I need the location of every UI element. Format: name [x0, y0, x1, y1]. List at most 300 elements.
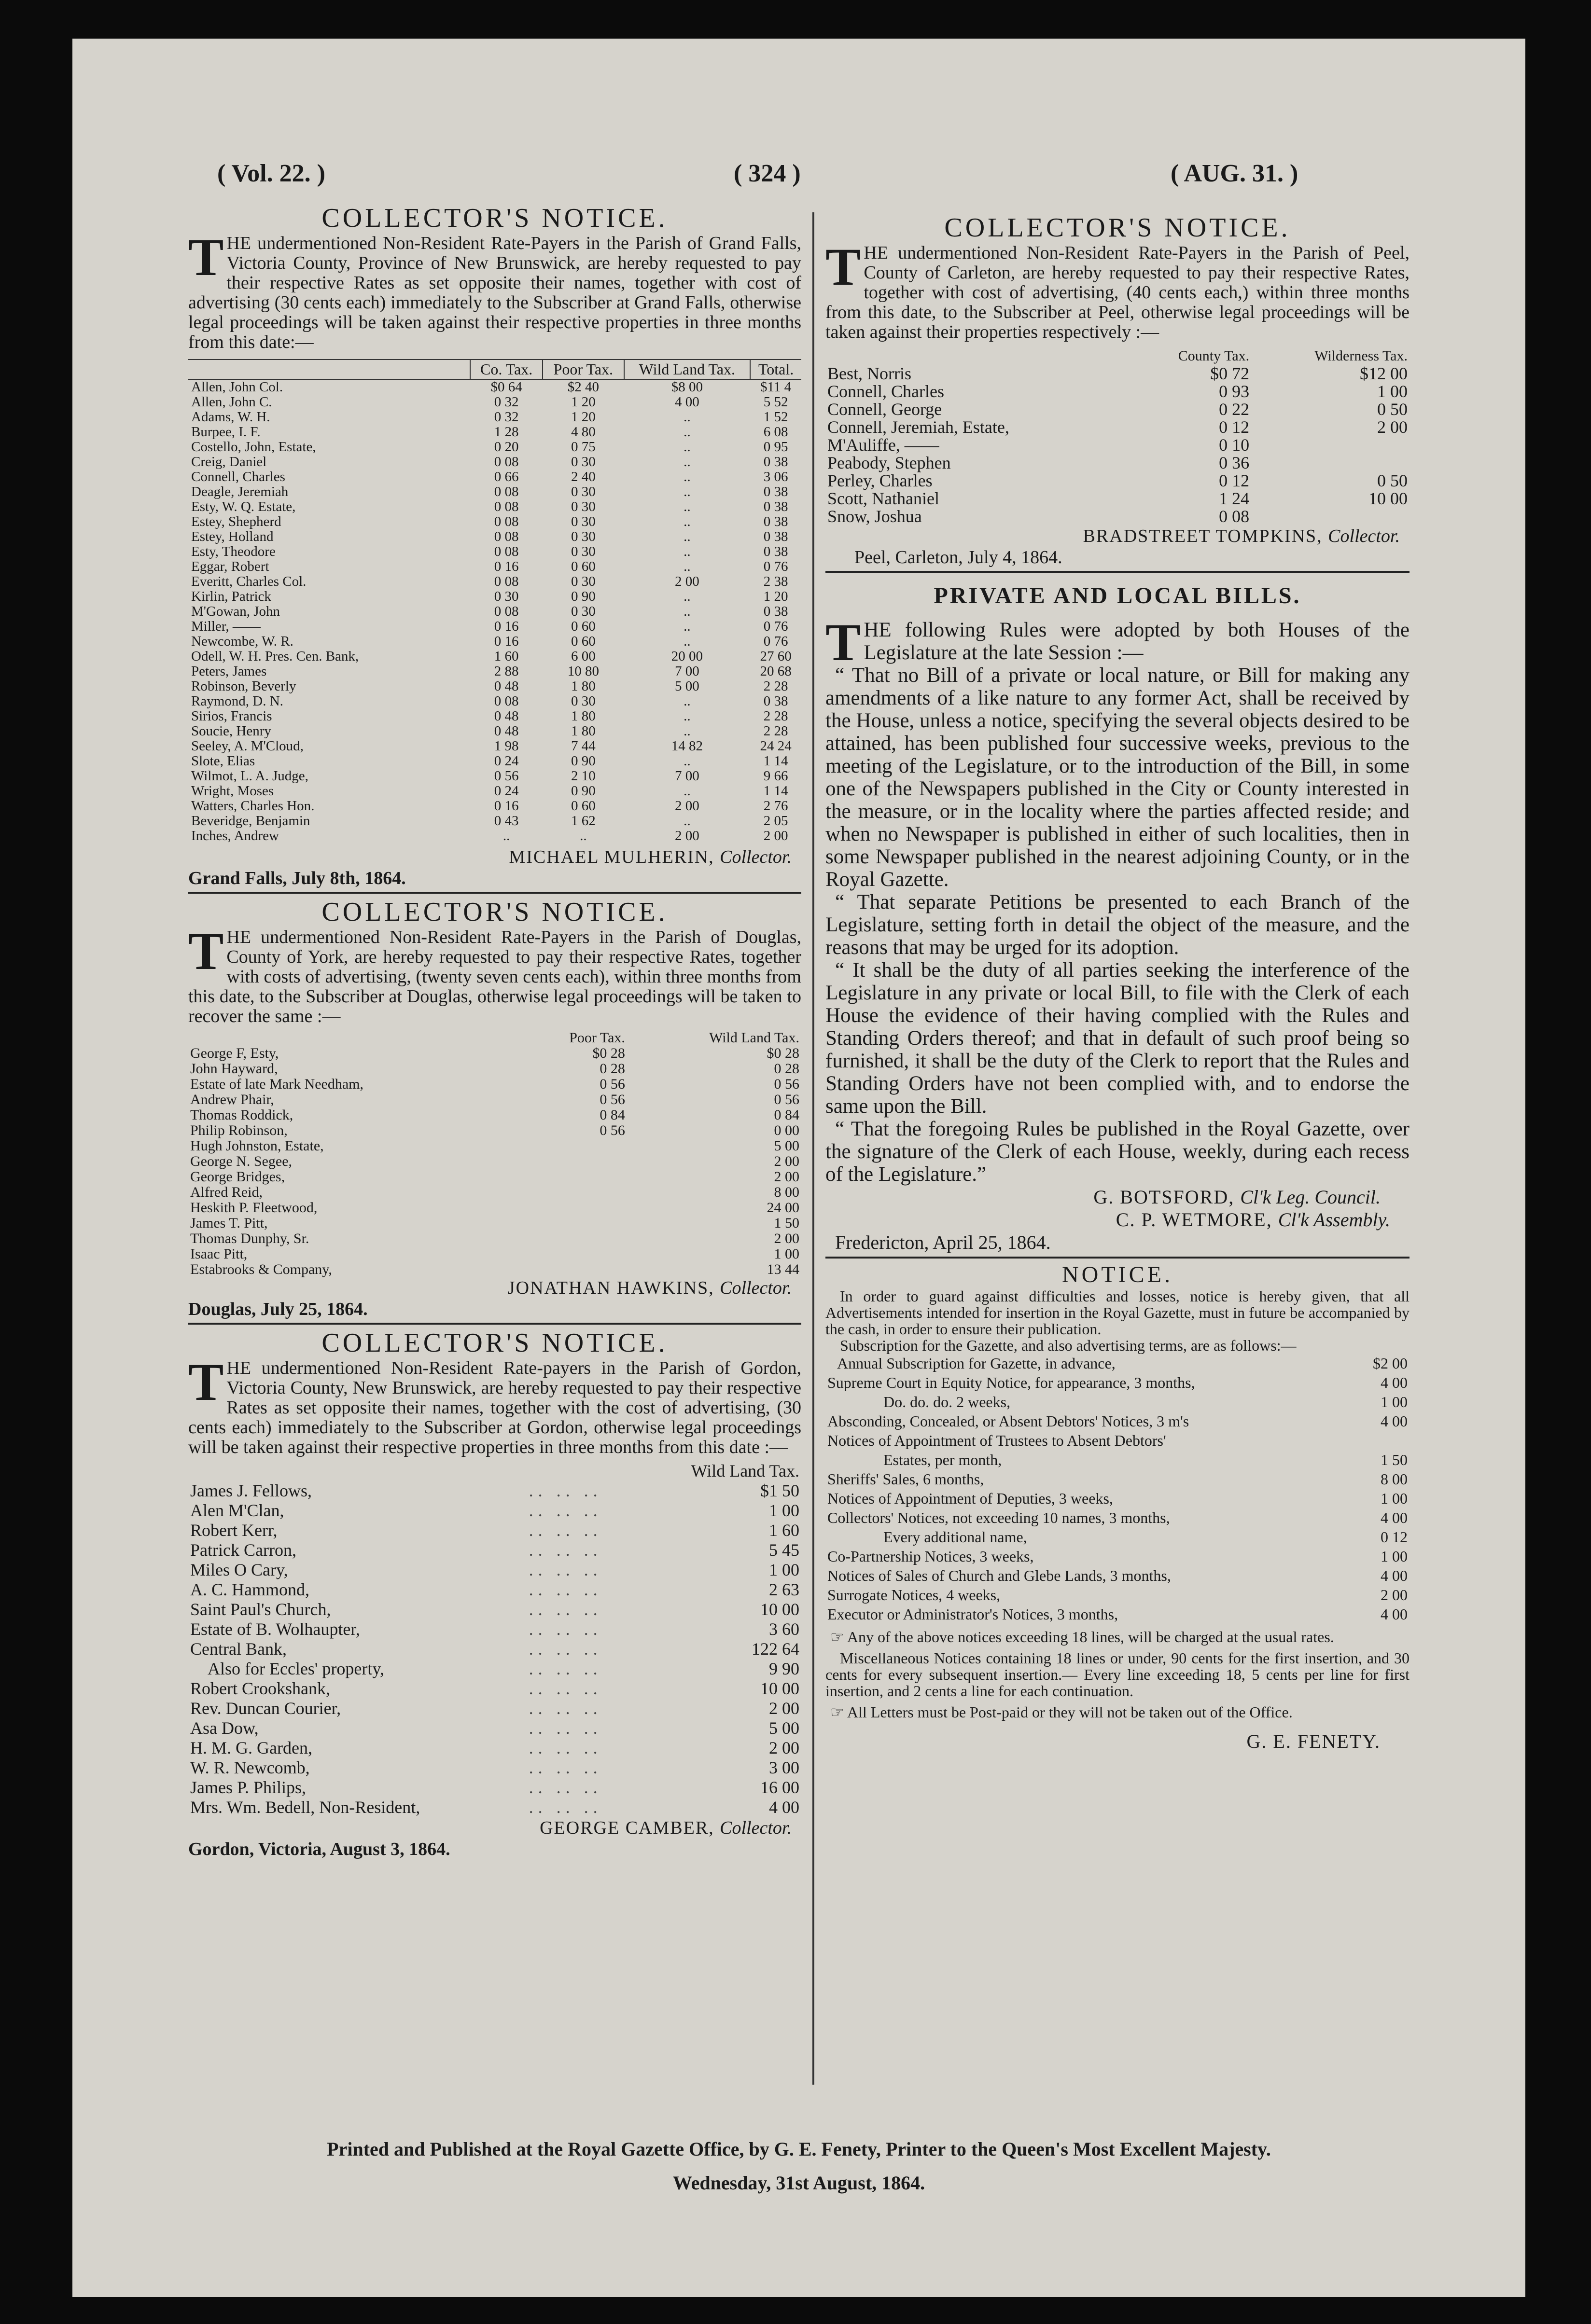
rate-payer-name: Allen, John C. — [191, 394, 272, 410]
leader-dots: .. .. .. — [529, 1738, 602, 1757]
tax-value: 1 80 — [571, 678, 596, 694]
table-row — [188, 1123, 801, 1138]
table-row — [188, 484, 801, 499]
rate-description: Co-Partnership Notices, 3 weeks, — [827, 1548, 1034, 1565]
rate-payer-name: Central Bank, — [190, 1639, 287, 1659]
tax-value: .. — [684, 544, 691, 559]
rate-payer-name: Soucie, Henry — [191, 723, 271, 739]
rate-price: 0 12 — [1381, 1528, 1408, 1546]
table-row — [188, 1185, 801, 1200]
table-row — [188, 1718, 801, 1738]
tax-value: 0 24 — [494, 783, 519, 799]
leader-dots: .. .. .. — [529, 1560, 602, 1579]
rate-row — [825, 1547, 1410, 1566]
leader-dots: .. .. .. — [529, 1521, 602, 1540]
rate-payer-name: Miles O Cary, — [190, 1560, 288, 1579]
tax-value: 6 00 — [571, 649, 596, 664]
tax-value: 0 38 — [763, 514, 788, 529]
rate-payer-name: M'Auliffe, —— — [827, 435, 939, 455]
leader-dots: .. .. .. — [529, 1699, 602, 1718]
col-name — [188, 360, 470, 379]
tax-value: .. — [684, 454, 691, 470]
rate-payer-name: Miller, —— — [191, 619, 261, 634]
collector-role: Collector. — [720, 1278, 792, 1298]
rate-row — [825, 1527, 1410, 1547]
rate-payer-name: Estate of B. Wolhaupter, — [190, 1619, 360, 1639]
rate-payer-name: George N. Segee, — [190, 1153, 293, 1169]
collector-name: MICHAEL MULHERIN, — [509, 847, 714, 867]
tax-value: 7 00 — [674, 664, 699, 679]
tax-value: 0 08 — [494, 484, 519, 499]
tax-value: 0 48 — [494, 708, 519, 724]
tax-value: 1 80 — [571, 708, 596, 724]
tax-value: 0 38 — [763, 544, 788, 559]
tax-value: 0 16 — [494, 619, 519, 634]
table-row — [188, 544, 801, 559]
notice-title: COLLECTOR'S NOTICE. — [944, 213, 1291, 243]
tax-value: 20 00 — [671, 649, 703, 664]
tax-value: 2 88 — [494, 664, 519, 679]
table-row — [188, 455, 801, 470]
tax-value: .. — [684, 484, 691, 499]
poor-tax-value — [516, 1262, 627, 1277]
col-wild-land-tax: Wild Land Tax. — [624, 360, 751, 379]
rate-payer-name: Estey, Holland — [191, 529, 274, 544]
table-row — [188, 724, 801, 739]
bills-intro — [825, 613, 1410, 672]
divider — [188, 1323, 801, 1325]
rate-payer-name: W. R. Newcomb, — [190, 1758, 310, 1777]
tax-value: .. — [684, 439, 691, 455]
rate-payer-name: Newcombe, W. R. — [191, 634, 293, 649]
rate-description: Notices of Appointment of Deputies, 3 weeks, — [827, 1490, 1113, 1507]
tax-value: 2 00 — [763, 828, 788, 844]
rate-price: 4 00 — [1381, 1412, 1408, 1430]
tax-value: 20 68 — [760, 664, 792, 679]
tax-value: .. — [684, 424, 691, 440]
rate-payer-name: Seeley, A. M'Cloud, — [191, 738, 304, 754]
col-poor-tax: Poor Tax. — [543, 360, 624, 379]
tax-value: 27 60 — [760, 649, 792, 664]
table-row — [825, 418, 1410, 436]
tax-value: 0 38 — [763, 484, 788, 499]
collector-notice-douglas — [188, 897, 801, 1320]
table-row — [188, 379, 801, 395]
table-row — [188, 1246, 801, 1262]
notice-text: HE undermentioned Non-Resident Rate-Payers in the Parish of Douglas, County of York, are hereby requested to pay their respective Rates, together with costs of advertising, (twenty seven cents each), within three months from this date, to the Subscriber at Douglas, otherwise legal proceedings will be taken to recover the same :— — [188, 927, 801, 1026]
rate-payer-name: Creig, Daniel — [191, 454, 267, 470]
county-tax-value: 0 22 — [1219, 400, 1250, 419]
notice-text: All Letters must be Post-paid or they will not be taken out of the Office. — [847, 1703, 1293, 1721]
signature-council — [825, 1186, 1381, 1208]
col-wild-land-tax: Wild Land Tax. — [691, 1461, 799, 1480]
rate-price: 1 50 — [1381, 1451, 1408, 1468]
table-row — [188, 604, 801, 619]
signer-name: G. BOTSFORD, — [1093, 1186, 1235, 1208]
tax-value: .. — [684, 604, 691, 619]
tax-value: 2 10 — [571, 768, 596, 784]
tax-value: .. — [684, 619, 691, 634]
county-tax-value: 0 36 — [1219, 453, 1250, 472]
rate-payer-name: Snow, Joshua — [827, 507, 922, 526]
drop-cap: T — [188, 922, 224, 981]
dateline: Douglas, July 25, 1864. — [188, 1299, 368, 1319]
rate-payer-name: Also for Eccles' property, — [208, 1659, 385, 1678]
notice-title: COLLECTOR'S NOTICE. — [321, 897, 668, 927]
tax-value: 0 08 — [494, 544, 519, 559]
table-row — [188, 1169, 801, 1185]
table-row — [188, 1778, 801, 1798]
rate-description: Notices of Sales of Church and Glebe Lands, 3 months, — [827, 1567, 1171, 1584]
collector-name: JONATHAN HAWKINS, — [507, 1278, 714, 1298]
dateline: Gordon, Victoria, August 3, 1864. — [188, 1839, 450, 1859]
tax-value: 0 30 — [494, 589, 519, 604]
tax-value: 5 00 — [674, 678, 699, 694]
tax-value: 5 52 — [763, 394, 788, 410]
table-row — [188, 664, 801, 679]
rate-price: 8 00 — [1381, 1470, 1408, 1488]
notice-text: HE undermentioned Non-Resident Rate-Payers in the Parish of Peel, County of Carleton, are hereby requested to pay their respective Rates, together with cost of advertising, (40 cents each,) within three months from this date, to the Subscriber at Peel, otherwise legal proceedings will be taken against their properties respectively :— — [825, 243, 1410, 342]
tax-value: 0 32 — [494, 394, 519, 410]
tax-value: 0 30 — [571, 529, 596, 544]
tax-value: 0 16 — [494, 634, 519, 649]
rate-description: Notices of Appointment of Trustees to Absent Debtors' — [827, 1432, 1166, 1449]
rate-payer-name: Best, Norris — [827, 364, 911, 383]
tax-value: .. — [502, 828, 510, 844]
tax-value: 1 52 — [763, 409, 788, 425]
imprint: Printed and Published at the Royal Gazette Office, by G. E. Fenety, Printer to the Queen's Most Excellent Majesty. — [327, 2138, 1271, 2160]
rate-payer-name: Everitt, Charles Col. — [191, 574, 307, 589]
issue-date: ( AUG. 31. ) — [1171, 160, 1298, 187]
rate-payer-name: Scott, Nathaniel — [827, 489, 939, 508]
rate-description: Executor or Administrator's Notices, 3 months, — [827, 1605, 1118, 1623]
table-row — [188, 1061, 801, 1077]
wild-land-tax-value: $1 50 — [760, 1481, 799, 1500]
table-row — [188, 1600, 801, 1619]
rate-price: 4 00 — [1381, 1374, 1408, 1391]
rate-payer-name: Thomas Roddick, — [190, 1107, 293, 1123]
tax-value: 0 60 — [571, 619, 596, 634]
notice-title: COLLECTOR'S NOTICE. — [321, 203, 668, 233]
tax-value: .. — [684, 723, 691, 739]
wild-land-tax-value: 5 00 — [774, 1138, 799, 1154]
notice-para: In order to guard against difficulties and losses, notice is hereby given, that all Advertisements intended for insertion in the Royal Gazette, must in future be accompanied by the cash, in order to ensure their publication. — [825, 1287, 1410, 1338]
publication-date: Wednesday, 31st August, 1864. — [672, 2172, 925, 2194]
rate-payer-name: Inches, Andrew — [191, 828, 279, 844]
tax-value: 0 08 — [494, 529, 519, 544]
notice-para — [825, 1704, 1410, 1720]
table-row — [188, 1758, 801, 1778]
table-row — [188, 589, 801, 604]
tax-value: .. — [684, 589, 691, 604]
wild-land-tax-value: 3 00 — [769, 1758, 799, 1777]
tax-value: 1 80 — [571, 723, 596, 739]
tax-value: 0 48 — [494, 678, 519, 694]
rate-payer-name: John Hayward, — [190, 1061, 278, 1077]
rate-payer-name: James P. Philips, — [190, 1778, 307, 1797]
rate-payer-name: Thomas Dunphy, Sr. — [190, 1231, 309, 1246]
tax-value: 0 90 — [571, 589, 596, 604]
tax-value: 0 08 — [494, 454, 519, 470]
rate-row — [825, 1508, 1410, 1527]
leader-dots: .. .. .. — [529, 1619, 602, 1639]
rate-payer-name: Odell, W. H. Pres. Cen. Bank, — [191, 649, 359, 664]
wild-land-tax-value: 0 56 — [774, 1076, 799, 1092]
wild-land-tax-value: 24 00 — [767, 1200, 799, 1216]
tax-value: .. — [684, 514, 691, 529]
poor-tax-value: 0 56 — [600, 1122, 625, 1138]
tax-value: 0 90 — [571, 753, 596, 769]
volume-label: ( Vol. 22. ) — [217, 160, 325, 187]
tax-value: 1 20 — [763, 589, 788, 604]
tax-value: 9 66 — [763, 768, 788, 784]
tax-value: 1 98 — [494, 738, 519, 754]
pointing-hand-icon: ☞ — [830, 1703, 844, 1721]
tax-value: .. — [684, 499, 691, 514]
table-row — [188, 754, 801, 769]
table-row — [188, 1077, 801, 1092]
table-row — [188, 1580, 801, 1600]
tax-value: .. — [684, 529, 691, 544]
rate-payer-name: Perley, Charles — [827, 471, 933, 490]
tax-value: .. — [684, 753, 691, 769]
rate-payer-name: Adams, W. H. — [191, 409, 270, 425]
signature — [188, 1817, 792, 1839]
rate-payer-name: Robinson, Beverly — [191, 678, 296, 694]
tax-value: 1 60 — [494, 649, 519, 664]
tax-value: 1 14 — [763, 783, 788, 799]
wild-land-tax-value: 1 50 — [774, 1215, 799, 1231]
tax-value: .. — [684, 783, 691, 799]
tax-value: 0 30 — [571, 604, 596, 619]
poor-tax-value — [516, 1231, 627, 1246]
poor-tax-value — [516, 1169, 627, 1185]
rate-payer-name: Asa Dow, — [190, 1718, 259, 1738]
rate-payer-name: Andrew Phair, — [190, 1092, 274, 1107]
tax-value: 0 90 — [571, 783, 596, 799]
county-tax-value: 0 12 — [1219, 417, 1250, 437]
tax-value: 2 76 — [763, 798, 788, 814]
rate-payer-name: Robert Kerr, — [190, 1521, 278, 1540]
tax-value: 0 76 — [763, 559, 788, 574]
leader-dots: .. .. .. — [529, 1659, 602, 1678]
county-tax-value: 0 12 — [1219, 471, 1250, 490]
rate-payer-name: Connell, Charles — [191, 469, 285, 484]
wilderness-tax-value: 0 50 — [1377, 400, 1408, 419]
tax-value: 0 24 — [494, 753, 519, 769]
section-title: PRIVATE AND LOCAL BILLS. — [934, 583, 1301, 609]
table-row — [188, 649, 801, 664]
county-tax-value: 0 08 — [1219, 507, 1250, 526]
tax-value: 0 48 — [494, 723, 519, 739]
tax-value: 3 06 — [763, 469, 788, 484]
notice-para: Miscellaneous Notices containing 18 lines or under, 90 cents for the first insertion, and 30 cents for every subsequent insertion.— Every line exceeding 18, 5 cents per line for first insertion, and 2 cents a line for each continuation. — [825, 1649, 1410, 1700]
rate-description: Supreme Court in Equity Notice, for appearance, 3 months, — [827, 1374, 1195, 1391]
table-row — [188, 1092, 801, 1107]
rate-payer-name: Slote, Elias — [191, 753, 255, 769]
poor-tax-value — [516, 1200, 627, 1216]
table-row — [188, 1521, 801, 1540]
tax-value: 0 76 — [763, 619, 788, 634]
tax-value: 1 14 — [763, 753, 788, 769]
poor-tax-value — [516, 1216, 627, 1231]
tax-value: 1 28 — [494, 424, 519, 440]
table-row — [188, 1231, 801, 1246]
rate-payer-name: James J. Fellows, — [190, 1481, 312, 1500]
tax-value: 0 08 — [494, 574, 519, 589]
table-row — [188, 1560, 801, 1580]
rate-table — [188, 1461, 801, 1817]
rate-price: $2 00 — [1373, 1355, 1408, 1372]
table-row — [825, 401, 1410, 418]
rate-payer-name: Alen M'Clan, — [190, 1501, 284, 1520]
rate-row — [825, 1392, 1410, 1411]
table-row — [825, 436, 1410, 454]
tax-value: 1 62 — [571, 813, 596, 829]
leader-dots: .. .. .. — [529, 1501, 602, 1520]
rate-payer-name: Raymond, D. N. — [191, 693, 283, 709]
rate-payer-name: Burpee, I. F. — [191, 424, 261, 440]
table-row — [188, 634, 801, 649]
rate-payer-name: Hugh Johnston, Estate, — [190, 1138, 324, 1154]
rate-row — [825, 1354, 1410, 1373]
tax-value: 14 82 — [671, 738, 703, 754]
table-row — [188, 1540, 801, 1560]
wilderness-tax-value — [1251, 454, 1410, 472]
rate-price: 4 00 — [1381, 1605, 1408, 1623]
table-row — [188, 694, 801, 709]
tax-value: 24 24 — [760, 738, 792, 754]
rate-payer-name: Allen, John Col. — [191, 379, 283, 395]
signer-role: Cl'k Assembly. — [1278, 1209, 1390, 1231]
notice-text: Any of the above notices exceeding 18 lines, will be charged at the usual rates. — [847, 1628, 1334, 1646]
tax-value: 7 44 — [571, 738, 596, 754]
dateline: Peel, Carleton, July 4, 1864. — [854, 547, 1062, 567]
table-row — [188, 559, 801, 574]
tax-value: 0 30 — [571, 693, 596, 709]
collector-role: Collector. — [720, 847, 792, 867]
rate-row — [825, 1450, 1410, 1469]
wild-land-tax-value: 1 00 — [769, 1501, 799, 1520]
table-row — [188, 769, 801, 784]
poor-tax-value: 0 56 — [600, 1092, 625, 1107]
tax-value: 0 30 — [571, 499, 596, 514]
tax-value: .. — [684, 409, 691, 425]
rate-payer-name: M'Gowan, John — [191, 604, 280, 619]
table-row — [188, 814, 801, 829]
rate-price — [1354, 1431, 1410, 1450]
intro-text: HE following Rules were adopted by both Houses of the Legislature at the late Session :— — [864, 619, 1410, 664]
drop-cap: T — [825, 613, 861, 672]
wild-land-tax-value: 122 64 — [752, 1639, 799, 1659]
left-column — [188, 203, 801, 1860]
drop-cap: T — [188, 1353, 224, 1411]
table-row — [188, 574, 801, 589]
wild-land-tax-value: 2 63 — [769, 1580, 799, 1599]
rule-paragraph: “ That separate Petitions be presented to each Branch of the Legislature, setting forth in detail the object of the measure, and the reasons that may be urged for its adoption. — [825, 891, 1410, 959]
table-row — [188, 1798, 801, 1817]
wild-land-tax-value: 2 00 — [769, 1699, 799, 1718]
divider — [825, 571, 1410, 573]
notice-body — [188, 228, 801, 352]
tax-value: 0 60 — [571, 559, 596, 574]
tax-value: 0 66 — [494, 469, 519, 484]
rate-payer-name: George F, Esty, — [190, 1045, 279, 1061]
leader-dots: .. .. .. — [529, 1778, 602, 1797]
dateline: Grand Falls, July 8th, 1864. — [188, 868, 406, 888]
table-row — [188, 679, 801, 694]
table-row — [188, 1200, 801, 1216]
table-row — [188, 1046, 801, 1061]
tax-value: 0 08 — [494, 499, 519, 514]
leader-dots: .. .. .. — [529, 1600, 602, 1619]
rate-payer-name: Deagle, Jeremiah — [191, 484, 289, 499]
rate-payer-name: Beveridge, Benjamin — [191, 813, 310, 829]
rate-price: 1 00 — [1381, 1490, 1408, 1507]
poor-tax-value: 0 28 — [600, 1061, 625, 1077]
wild-land-tax-value: 5 45 — [769, 1540, 799, 1560]
col-county-tax: County Tax. — [1178, 348, 1250, 364]
drop-cap: T — [188, 228, 224, 287]
table-row — [825, 365, 1410, 383]
tax-value: 0 08 — [494, 693, 519, 709]
county-tax-value: 0 10 — [1219, 435, 1250, 455]
table-row — [825, 508, 1410, 526]
signature — [188, 1277, 792, 1299]
rate-payer-name: Costello, John, Estate, — [191, 439, 316, 455]
tax-value: 0 30 — [571, 514, 596, 529]
tax-value: 0 30 — [571, 484, 596, 499]
notice-title: NOTICE. — [1062, 1262, 1173, 1287]
table-row — [188, 1738, 801, 1758]
rate-payer-name: Saint Paul's Church, — [190, 1600, 331, 1619]
rate-payer-name: Peters, James — [191, 664, 267, 679]
wild-land-tax-value: 0 28 — [774, 1061, 799, 1077]
table-row — [188, 1262, 801, 1277]
rate-price: 1 00 — [1381, 1548, 1408, 1565]
wild-land-tax-value: 1 00 — [769, 1560, 799, 1579]
col-wild-land-tax: Wild Land Tax. — [709, 1030, 799, 1046]
wilderness-tax-value — [1251, 508, 1410, 526]
rule-paragraph: “ It shall be the duty of all parties seeking the interference of the Legislature in any private or local Bill, to file with the Clerk of each House the evidence of their having complied with the Rules and Standing Orders thereof; and that in default of such proof being so furnished, it shall be the duty of the Clerk to report that the Rules and Standing Orders have not been complied with, and to endorse the same upon the Bill. — [825, 959, 1410, 1118]
rate-payer-name: Watters, Charles Hon. — [191, 798, 315, 814]
tax-value: $11 4 — [760, 379, 792, 395]
wild-land-tax-value: 2 00 — [774, 1153, 799, 1169]
county-tax-value: 0 93 — [1219, 382, 1250, 401]
rate-payer-name: Estabrooks & Company, — [190, 1261, 332, 1277]
tax-value: 0 95 — [763, 439, 788, 455]
rule-paragraph: “ That no Bill of a private or local nature, or Bill for making any amendments of a like nature to any former Act, shall be received by the House, unless a notice, specifying the several objects desired to be attained, has been published four successive weeks, previous to the meeting of the Legislature, or to the introduction of the Bill, in some one of the Newspapers published in the City or County interested in the measure, or in the locality where the parties affected reside; and when no Newspaper is published in either of such localities, then in some Newspaper published in the nearest adjoining County, or in the Royal Gazette. — [825, 664, 1410, 891]
col-wilderness-tax: Wilderness Tax. — [1314, 348, 1408, 364]
drop-cap: T — [825, 237, 861, 296]
tax-value: 0 56 — [494, 768, 519, 784]
tax-value: 2 40 — [571, 469, 596, 484]
tax-value: 2 00 — [674, 828, 699, 844]
rate-description: Collectors' Notices, not exceeding 10 names, 3 months, — [827, 1509, 1170, 1526]
tax-value: .. — [684, 634, 691, 649]
tax-value: .. — [684, 708, 691, 724]
notice-body — [188, 922, 801, 1026]
wild-land-tax-value: 1 00 — [774, 1246, 799, 1262]
rate-row — [825, 1411, 1410, 1431]
poor-tax-value: $0 28 — [592, 1045, 625, 1061]
table-row — [188, 395, 801, 410]
rate-payer-name: Eggar, Robert — [191, 559, 269, 574]
table-row — [188, 739, 801, 754]
tax-value: 0 20 — [494, 439, 519, 455]
rate-payer-name: Estey, Shepherd — [191, 514, 281, 529]
rate-payer-name: James T. Pitt, — [190, 1215, 268, 1231]
